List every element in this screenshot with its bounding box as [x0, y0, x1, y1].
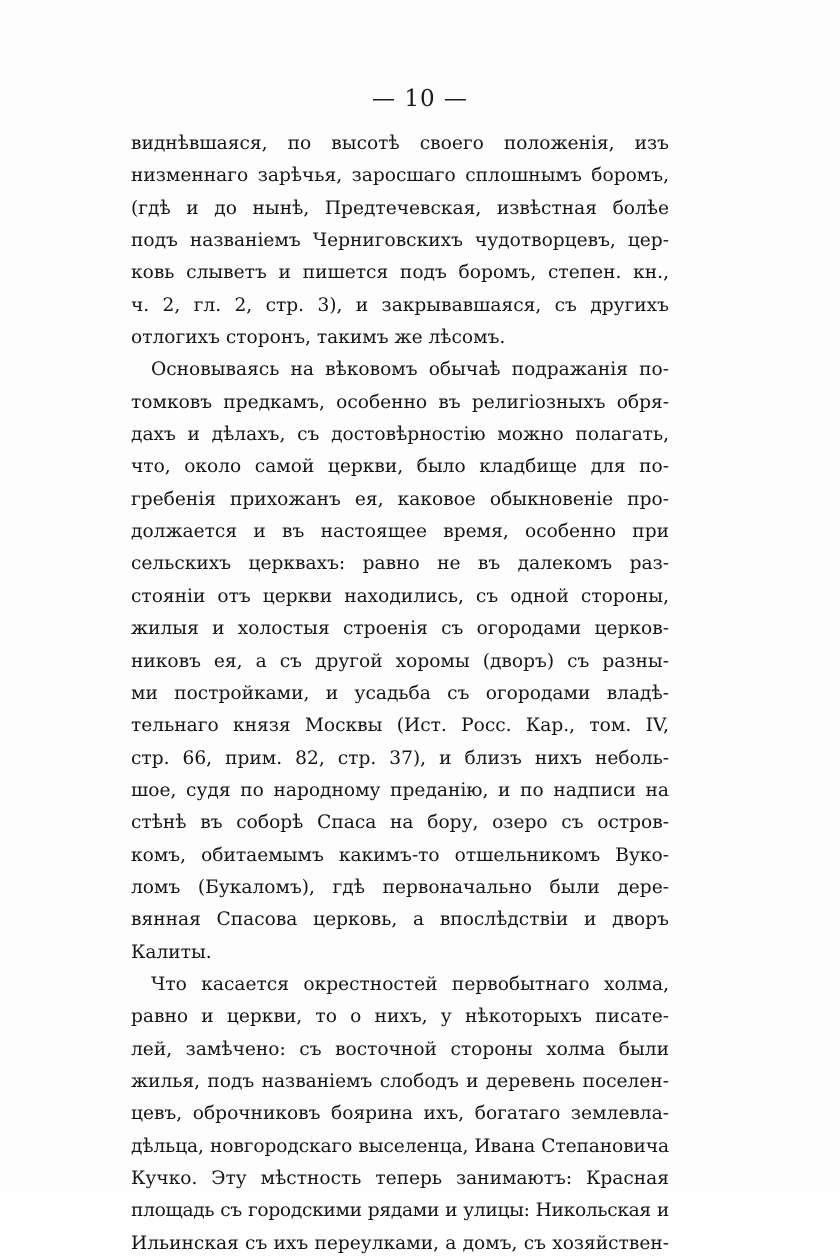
- text-line: сельскихъ церквахъ: равно не въ далекомъ раз-: [131, 553, 669, 575]
- text-line: Кучко. Эту мѣстность теперь занимаютъ: Красная: [131, 1168, 669, 1189]
- text-line: Ильинская съ ихъ переулками, а домъ, съ хозяйствен-: [131, 1232, 669, 1254]
- text-line: шое, судя по народному преданію, и по надписи на: [131, 779, 669, 801]
- text-line: низменнаго зарѣчья, заросшаго сплошнымъ боромъ,: [131, 165, 669, 187]
- text-line: виднѣвшаяся, по высотѣ своего положенія, изъ: [131, 133, 669, 154]
- text-line: ми постройками, и усадьба съ огородами владѣ-: [131, 682, 669, 704]
- text-line: дѣльца, новгородскаго выселенца, Ивана Степановича: [131, 1135, 669, 1157]
- text-line: площадь съ городскими рядами и улицы: Никольская и: [131, 1200, 669, 1222]
- text-line: Что касается окрестностей первобытнаго холма,: [151, 973, 669, 995]
- text-line: лей, замѣчено: съ восточной стороны холма были: [131, 1038, 669, 1060]
- text-line: ч. 2, гл. 2, стр. 3), и закрывавшаяся, съ другихъ: [131, 294, 669, 316]
- text-line: ковь слыветъ и пишется подъ боромъ, степен. кн.,: [131, 262, 669, 284]
- text-line: стѣнѣ въ соборѣ Спаса на бору, озеро съ остров-: [131, 812, 669, 834]
- text-line: (гдѣ и до нынѣ, Предтечевская, извѣстная болѣе: [131, 197, 669, 219]
- text-line: жилья, подъ названіемъ слободъ и деревень поселен-: [131, 1070, 669, 1092]
- body-text: [131, 128, 669, 1260]
- text-line: дахъ и дѣлахъ, съ достовѣрностію можно полагать,: [131, 424, 669, 446]
- text-line: что, около самой церкви, было кладбище для по-: [131, 456, 669, 478]
- text-line: комъ, обитаемымъ какимъ-то отшельникомъ Вуко-: [131, 844, 669, 866]
- text-line: Основываясь на вѣковомъ обычаѣ подражанія по-: [151, 359, 669, 381]
- text-line: отлогихъ сторонъ, такимъ же лѣсомъ.: [131, 327, 506, 349]
- text-line: стр. 66, прим. 82, стр. 37), и близъ нихъ неболь-: [131, 747, 669, 769]
- page-number: — 10 —: [372, 86, 468, 112]
- text-line: никовъ ея, а съ другой хоромы (дворъ) съ разны-: [131, 650, 669, 672]
- text-line: Калиты.: [131, 941, 212, 963]
- text-line: жилыя и холостыя строенія съ огородами церков-: [131, 618, 669, 640]
- text-line: тельнаго князя Москвы (Ист. Росс. Кар., том. IV,: [131, 715, 669, 737]
- text-line: подъ названіемъ Черниговскихъ чудотворцевъ, цер-: [131, 230, 669, 252]
- text-line: ломъ (Букаломъ), гдѣ первоначально были дере-: [131, 876, 669, 898]
- text-line: должается и въ настоящее время, особенно при: [131, 521, 669, 543]
- text-line: томковъ предкамъ, особенно въ религіозныхъ обря-: [131, 391, 669, 413]
- text-line: стояніи отъ церкви находились, съ одной стороны,: [131, 585, 669, 607]
- text-line: вянная Спасова церковь, а впослѣдствіи и дворъ: [131, 909, 669, 931]
- text-line: гребенія прихожанъ ея, каковое обыкновеніе про-: [131, 488, 669, 510]
- text-line: равно и церкви, то о нихъ, у нѣкоторыхъ писате-: [131, 1006, 669, 1028]
- text-line: цевъ, оброчниковъ боярина ихъ, богатаго землевла-: [131, 1103, 669, 1125]
